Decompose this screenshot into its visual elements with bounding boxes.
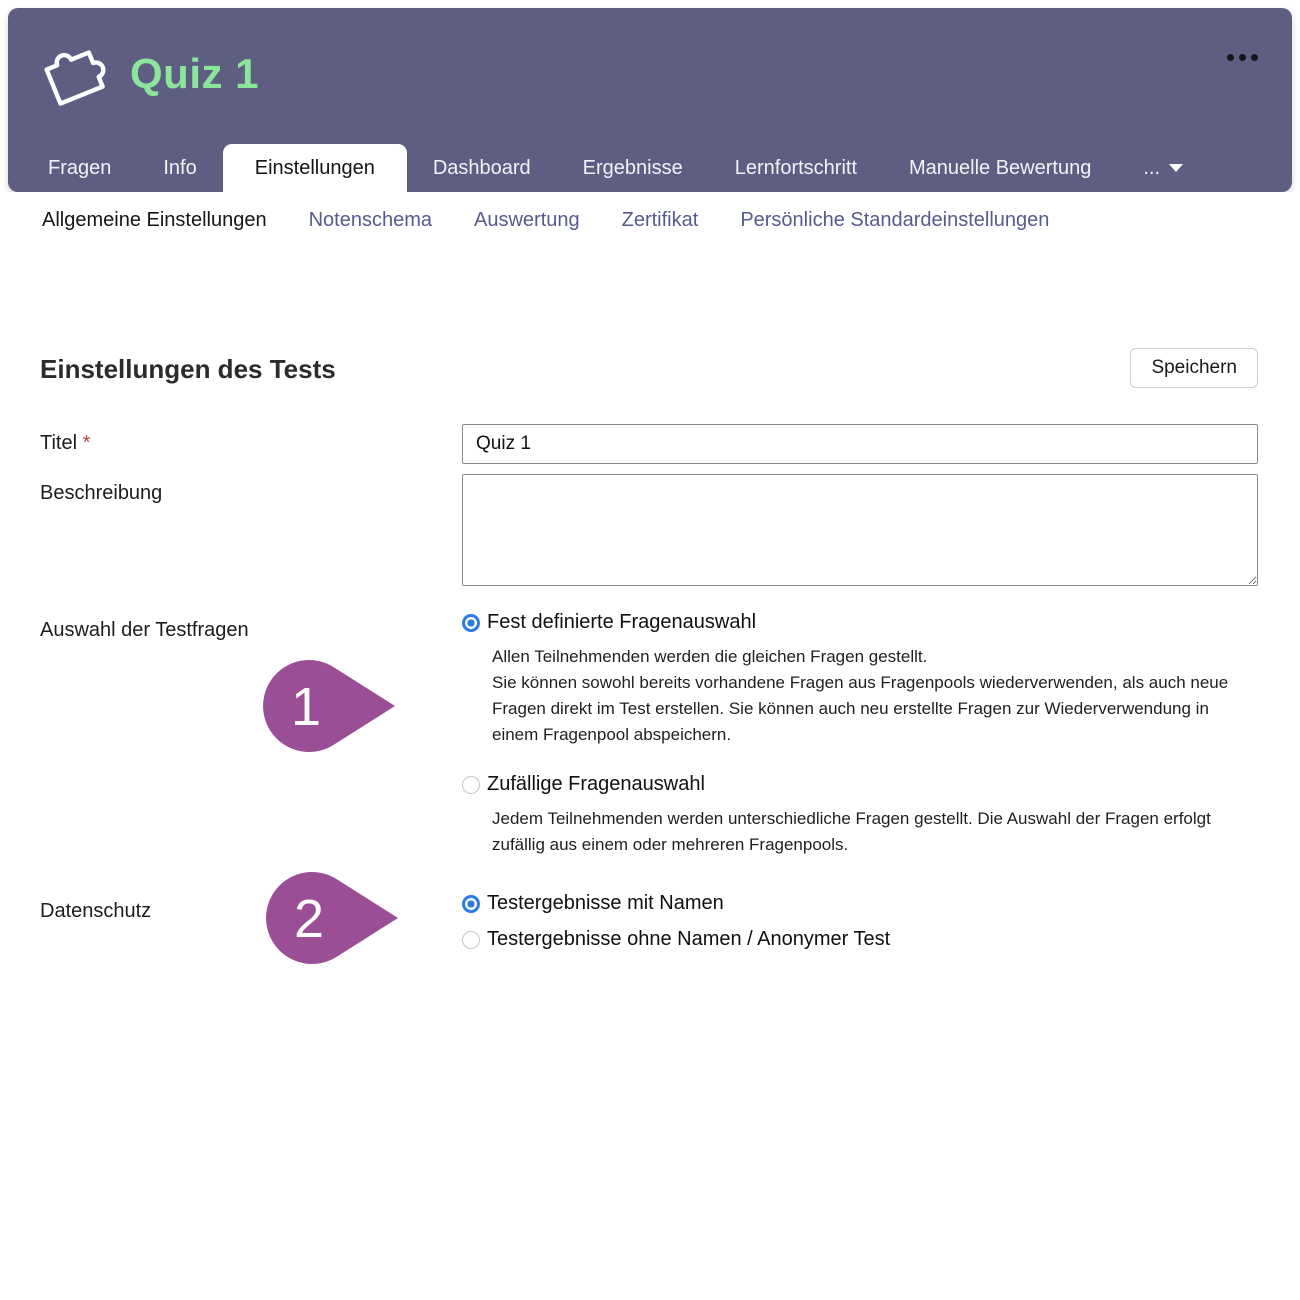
tab-einstellungen[interactable]: Einstellungen bbox=[223, 144, 407, 192]
title-input[interactable] bbox=[462, 424, 1258, 464]
radio-option-results-with-names[interactable]: Testergebnisse mit Namen bbox=[462, 892, 1258, 915]
tab-fragen[interactable]: Fragen bbox=[48, 156, 112, 179]
radio-selected-icon[interactable] bbox=[462, 614, 480, 632]
settings-form bbox=[0, 248, 1300, 951]
option-description: Allen Teilnehmenden werden die gleichen Fragen gestellt. Sie können sowohl bereits vorhandene Fragen aus Fragenpools wiederverwenden, als auch neue Fragen direkt im Test erstellen. Sie können auch neu erstellte Fragen zur Wiederverwendung in einem Fragenpool abspeichern. bbox=[492, 647, 1229, 744]
title-label: Titel * bbox=[40, 432, 91, 454]
subtab-notenschema[interactable]: Notenschema bbox=[308, 208, 432, 231]
annotation-number: 2 bbox=[293, 889, 325, 949]
tab-manuelle-bewertung[interactable]: Manuelle Bewertung bbox=[909, 156, 1092, 179]
question-selection-label: Auswahl der Testfragen bbox=[40, 619, 249, 641]
option-description: Jedem Teilnehmenden werden unterschiedliche Fragen gestellt. Die Auswahl der Fragen erfolgt zufällig aus einem oder mehreren Fragenpools. bbox=[492, 809, 1211, 854]
save-button[interactable]: Speichern bbox=[1130, 348, 1258, 388]
annotation-marker-2 bbox=[266, 871, 401, 965]
annotation-number: 1 bbox=[290, 677, 322, 737]
description-textarea[interactable] bbox=[462, 474, 1258, 586]
tab-lernfortschritt[interactable]: Lernfortschritt bbox=[734, 156, 857, 179]
tab-more[interactable]: ... bbox=[1117, 144, 1209, 192]
subtab-bar bbox=[0, 192, 1300, 248]
privacy-label: Datenschutz bbox=[40, 900, 152, 922]
radio-option-random-question-set[interactable]: Zufällige Fragenauswahl bbox=[462, 773, 1258, 796]
page-title: Quiz 1 bbox=[130, 50, 260, 97]
main-tabbar bbox=[8, 144, 1292, 192]
form-heading: Einstellungen des Tests bbox=[40, 354, 336, 384]
tab-ergebnisse[interactable]: Ergebnisse bbox=[582, 156, 683, 179]
description-label: Beschreibung bbox=[40, 482, 163, 504]
radio-selected-icon[interactable] bbox=[462, 895, 480, 913]
actions-kebab-icon[interactable] bbox=[1221, 44, 1264, 71]
radio-unselected-icon[interactable] bbox=[462, 776, 480, 794]
object-header bbox=[8, 8, 1292, 192]
tab-info[interactable]: Info bbox=[163, 156, 197, 179]
radio-option-fixed-question-set[interactable]: Fest definierte Fragenauswahl bbox=[462, 611, 1258, 634]
puzzle-icon bbox=[38, 39, 108, 109]
subtab-allgemeine-einstellungen[interactable]: Allgemeine Einstellungen bbox=[42, 208, 267, 231]
tab-dashboard[interactable]: Dashboard bbox=[432, 156, 531, 179]
subtab-persoenliche-standardeinstellungen[interactable]: Persönliche Standardeinstellungen bbox=[740, 208, 1050, 231]
radio-unselected-icon[interactable] bbox=[462, 931, 480, 949]
required-marker: * bbox=[82, 432, 91, 454]
chevron-down-icon bbox=[1169, 164, 1183, 172]
annotation-marker-1 bbox=[263, 659, 398, 753]
subtab-auswertung[interactable]: Auswertung bbox=[474, 208, 580, 231]
subtab-zertifikat[interactable]: Zertifikat bbox=[621, 208, 699, 231]
radio-option-results-anonymous[interactable]: Testergebnisse ohne Namen / Anonymer Test bbox=[462, 928, 1258, 951]
